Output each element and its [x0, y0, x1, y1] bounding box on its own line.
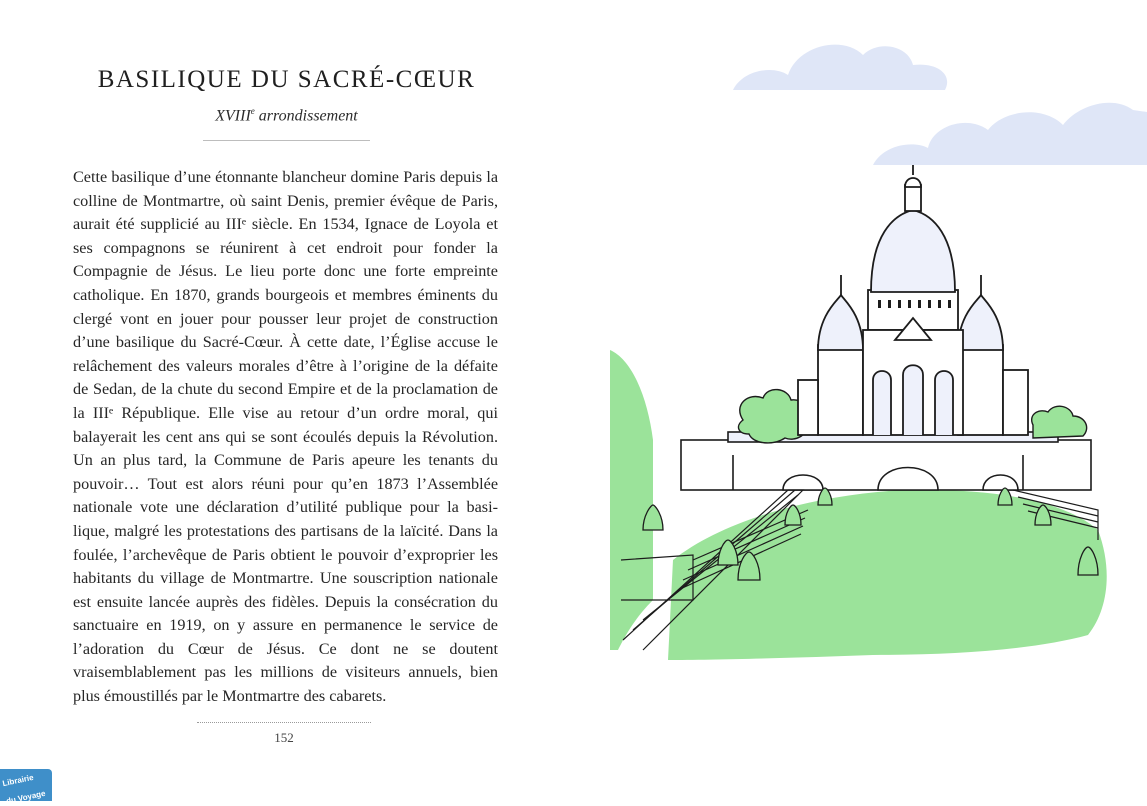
body-text: [73, 166, 498, 709]
basilica-shape: [798, 165, 1028, 435]
right-page: [573, 0, 1147, 801]
terrace-wall: [681, 432, 1091, 490]
title-divider: [203, 140, 370, 141]
page-title: BASILIQUE DU SACRÉ-CŒUR: [97, 66, 476, 93]
grass-shape: [610, 350, 653, 650]
page-number-divider: [197, 722, 371, 723]
sacre-coeur-illustration: [573, 0, 1147, 801]
left-page: [0, 0, 573, 801]
library-logo: [0, 769, 52, 806]
subtitle-superscript: e: [250, 106, 255, 116]
subtitle-text: arrondissement: [254, 107, 358, 125]
subtitle-numeral: XVIII: [215, 107, 251, 125]
cloud-shape: [733, 45, 1147, 165]
page-subtitle: [73, 106, 500, 125]
body-paragraph: Cette basilique d’une étonnante blancheur domine Paris depuis la colline de Montmartre, où saint Denis, premier évêque de Paris, aurait été supplicié au IIIᵉ siècle. En 1534, Ignace de Loyola et ses compagnons se réunirent à cet endroit pour fonder la Compagnie de Jésus. Le lieu porte donc une forte empreinte catholique. En 1870, grands bourgeois et membres éminents du clergé vont en jouer pour pousser leur projet de construction d’une basilique du Sacré-Cœur. À cette date, l’Église accuse le relâchement des valeurs morales d’être à l’origine de la défaite de Sedan, de la chute du second Empire et de la proclamation de la IIIᵉ République. Elle vise au retour d’un ordre moral, qui balayerait les cent ans qui se sont écoulés depuis la Révolution. Un an plus tard, la Commune de Paris apeure les tenants du pouvoir… Tout est alors réuni pour qu’en 1873 l’Assemblée nationale vote une déclaration d’utilité publique pour la basilique, malgré les protestations des partisans de la laïcité. Dans la foulée, l’archevêque de Paris obtient le pouvoir d’exproprier les habitants du village de Montmartre. Une souscription nationale est ensuite lancée auprès des fidèles. Depuis la consécration du sanctuaire en 1919, on y assure en permanence le service de l’adoration du Cœur de Jésus. Ce dont ne se doutent vraisemblablement pas les millions de visiteurs annuels, bien plus émoustillés par le Montmartre des cabarets.: [73, 168, 498, 706]
logo-line-1: Librairie: [1, 772, 35, 789]
logo-line-2: du Voyage: [5, 788, 47, 806]
page-number: 152: [274, 730, 294, 745]
